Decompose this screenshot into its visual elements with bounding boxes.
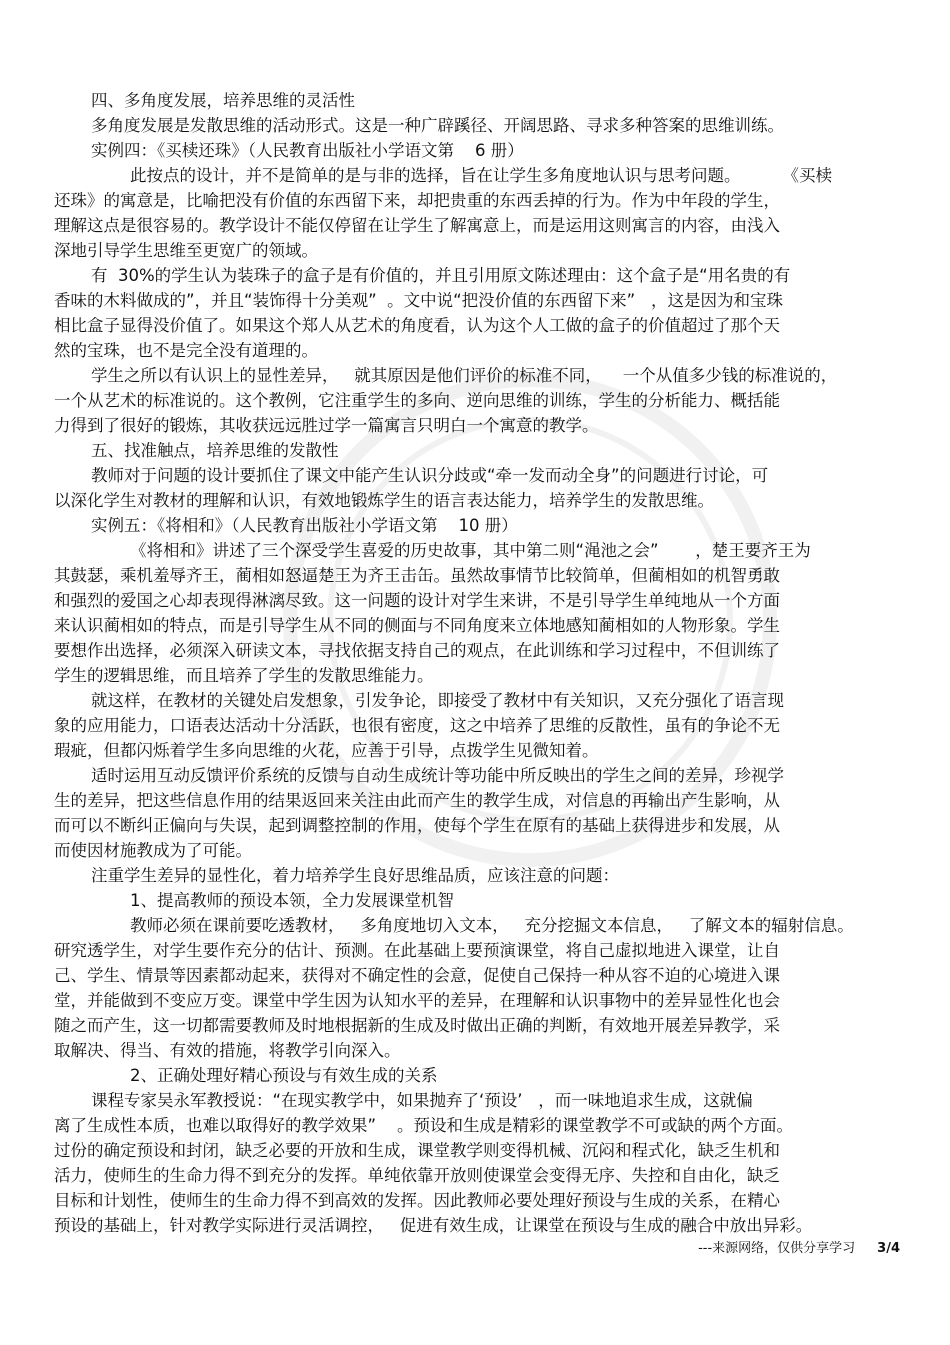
paragraph-line: 《将相和》讲述了三个深受学生喜爱的历史故事，其中第二则“渑池之会” ，楚王要齐王为 [130, 541, 811, 560]
subheading-2: 2、正确处理好精心预设与有效生成的关系 [130, 1066, 438, 1085]
document-body [54, 88, 898, 1238]
paragraph-line: 理解这点是很容易的。教学设计不能仅停留在让学生了解寓意上，而是运用这则寓言的内容，由浅入 [54, 216, 780, 235]
paragraph-line: 深地引导学生思维至更宽广的领域。 [54, 241, 318, 260]
example-heading-5: 实例五：《将相和》（人民教育出版社小学语文第 10 册） [91, 516, 518, 535]
paragraph-line: 离了生成性本质，也难以取得好的教学效果” 。预设和生成是精彩的课堂教学不可或缺的两个方面。 [54, 1116, 794, 1135]
paragraph-line: 随之而产生，这一切都需要教师及时地根据新的生成及时做出正确的判断，有效地开展差异教学，采 [54, 1016, 780, 1035]
paragraph-line: 力得到了很好的锻炼，其收获远远胜过学一篇寓言只明白一个寓意的教学。 [54, 416, 599, 435]
paragraph-line: 而可以不断纠正偏向与失误，起到调整控制的作用，使每个学生在原有的基础上获得进步和发展，从 [54, 816, 780, 835]
paragraph-line: 瑕疵，但都闪烁着学生多向思维的火花，应善于引导，点拨学生见微知着。 [54, 741, 599, 760]
paragraph-line: 象的应用能力，口语表达活动十分活跃，也很有密度，这之中培养了思维的反散性，虽有的争论不无 [54, 716, 780, 735]
paragraph-line: 活力，使师生的生命力得不到充分的发挥。单纯依靠开放则使课堂会变得无序、失控和自由化，缺乏 [54, 1166, 780, 1185]
paragraph-line: 堂，并能做到不变应万变。课堂中学生因为认知水平的差异，在理解和认识事物中的差异显性化也会 [54, 991, 780, 1010]
page-footer [600, 1222, 900, 1271]
paragraph-line: 其鼓瑟，乘机羞辱齐王，蔺相如怒逼楚王为齐王击缶。虽然故事情节比较简单，但蔺相如的机智勇敢 [54, 566, 780, 585]
subheading-1: 1、提高教师的预设本领，全力发展课堂机智 [130, 891, 454, 910]
paragraph-line: 注重学生差异的显性化，着力培养学生良好思维品质，应该注意的问题： [91, 866, 619, 885]
paragraph-line: 而使因材施教成为了可能。 [54, 841, 252, 860]
paragraph-line: 有 30%的学生认为装珠子的盒子是有价值的，并且引用原文陈述理由：这个盒子是“用名贵的有 [91, 266, 791, 285]
paragraph-line: 和强烈的爱国之心却表现得淋漓尽致。这一问题的设计对学生来讲，不是引导学生单纯地从一个方面 [54, 591, 780, 610]
source-note: ---来源网络，仅供分享学习 [698, 1241, 856, 1256]
paragraph-line: 己、学生、情景等因素都动起来，获得对不确定性的会意，促使自己保持一种从容不迫的心境进入课 [54, 966, 780, 985]
paragraph-line: 还珠》的寓意是，比喻把没有价值的东西留下来，却把贵重的东西丢掉的行为。作为中年段的学生， [54, 191, 780, 210]
paragraph-line: 以深化学生对教材的理解和认识，有效地锻炼学生的语言表达能力，培养学生的发散思维。 [54, 491, 714, 510]
paragraph-line: 就这样，在教材的关键处启发想象，引发争论，即接受了教材中有关知识，又充分强化了语言现 [91, 691, 784, 710]
paragraph-line: 要想作出选择，必须深入研读文本，寻找依据支持自己的观点，在此训练和学习过程中，不但训练了 [54, 641, 780, 660]
paragraph-line: 取解决、得当、有效的措施，将教学引向深入。 [54, 1041, 401, 1060]
paragraph-line: 学生的逻辑思维，而且培养了学生的发散思维能力。 [54, 666, 434, 685]
paragraph-line: 目标和计划性，使师生的生命力得不到高效的发挥。因此教师必要处理好预设与生成的关系，在精心 [54, 1191, 780, 1210]
paragraph-line: 课程专家吴永军教授说：“在现实教学中，如果抛弃了‘预设’ ，而一味地追求生成，这就偏 [91, 1091, 753, 1110]
paragraph-line: 一个从艺术的标准说的。这个教例，它注重学生的多向、逆向思维的训练，学生的分析能力、概括能 [54, 391, 780, 410]
page-number: 3/4 [877, 1241, 900, 1256]
example-heading-4: 实例四：《买椟还珠》（人民教育出版社小学语文第 6 册） [91, 141, 524, 160]
paragraph-line: 教师对于问题的设计要抓住了课文中能产生认识分歧或“牵一发而动全身”的问题进行讨论，可 [91, 466, 769, 485]
paragraph-line: 预设的基础上，针对教学实际进行灵活调控， 促进有效生成，让课堂在预设与生成的融合中放出异彩。 [54, 1216, 813, 1235]
paragraph-line: 研究透学生，对学生要作充分的估计、预测。在此基础上要预演课堂，将自己虚拟地进入课堂，让自 [54, 941, 780, 960]
paragraph-line: 过份的确定预设和封闭，缺乏必要的开放和生成，课堂教学则变得机械、沉闷和程式化，缺乏生机和 [54, 1141, 780, 1160]
paragraph-line: 教师必须在课前要吃透教材， 多角度地切入文本， 充分挖掘文本信息， 了解文本的辐射信息。 [130, 916, 854, 935]
paragraph-line: 来认识蔺相如的特点，而是引导学生从不同的侧面与不同角度来立体地感知蔺相如的人物形象。学生 [54, 616, 780, 635]
paragraph-line: 生的差异，把这些信息作用的结果返回来关注由此而产生的教学生成，对信息的再输出产生影响，从 [54, 791, 780, 810]
paragraph-line: 学生之所以有认识上的显性差异， 就其原因是他们评价的标准不同， 一个从值多少钱的标准说的， [91, 366, 838, 385]
paragraph-line: 香味的木料做成的”，并且“装饰得十分美观” 。文中说“把没价值的东西留下来” ，这是因为和宝珠 [54, 291, 783, 310]
paragraph-line: 此按点的设计，并不是简单的是与非的选择，旨在让学生多角度地认识与思考问题。 《买椟 [130, 166, 832, 185]
section-heading-5: 五、找准触点，培养思维的发散性 [91, 441, 339, 460]
section-heading-4: 四、多角度发展，培养思维的灵活性 [91, 91, 355, 110]
paragraph-line: 相比盒子显得没价值了。如果这个郑人从艺术的角度看，认为这个人工做的盒子的价值超过了那个天 [54, 316, 780, 335]
paragraph-line: 多角度发展是发散思维的活动形式。这是一种广辟蹊径、开阔思路、寻求多种答案的思维训练。 [91, 116, 784, 135]
paragraph-line: 然的宝珠，也不是完全没有道理的。 [54, 341, 318, 360]
paragraph-line: 适时运用互动反馈评价系统的反馈与自动生成统计等功能中所反映出的学生之间的差异，珍视学 [91, 766, 784, 785]
